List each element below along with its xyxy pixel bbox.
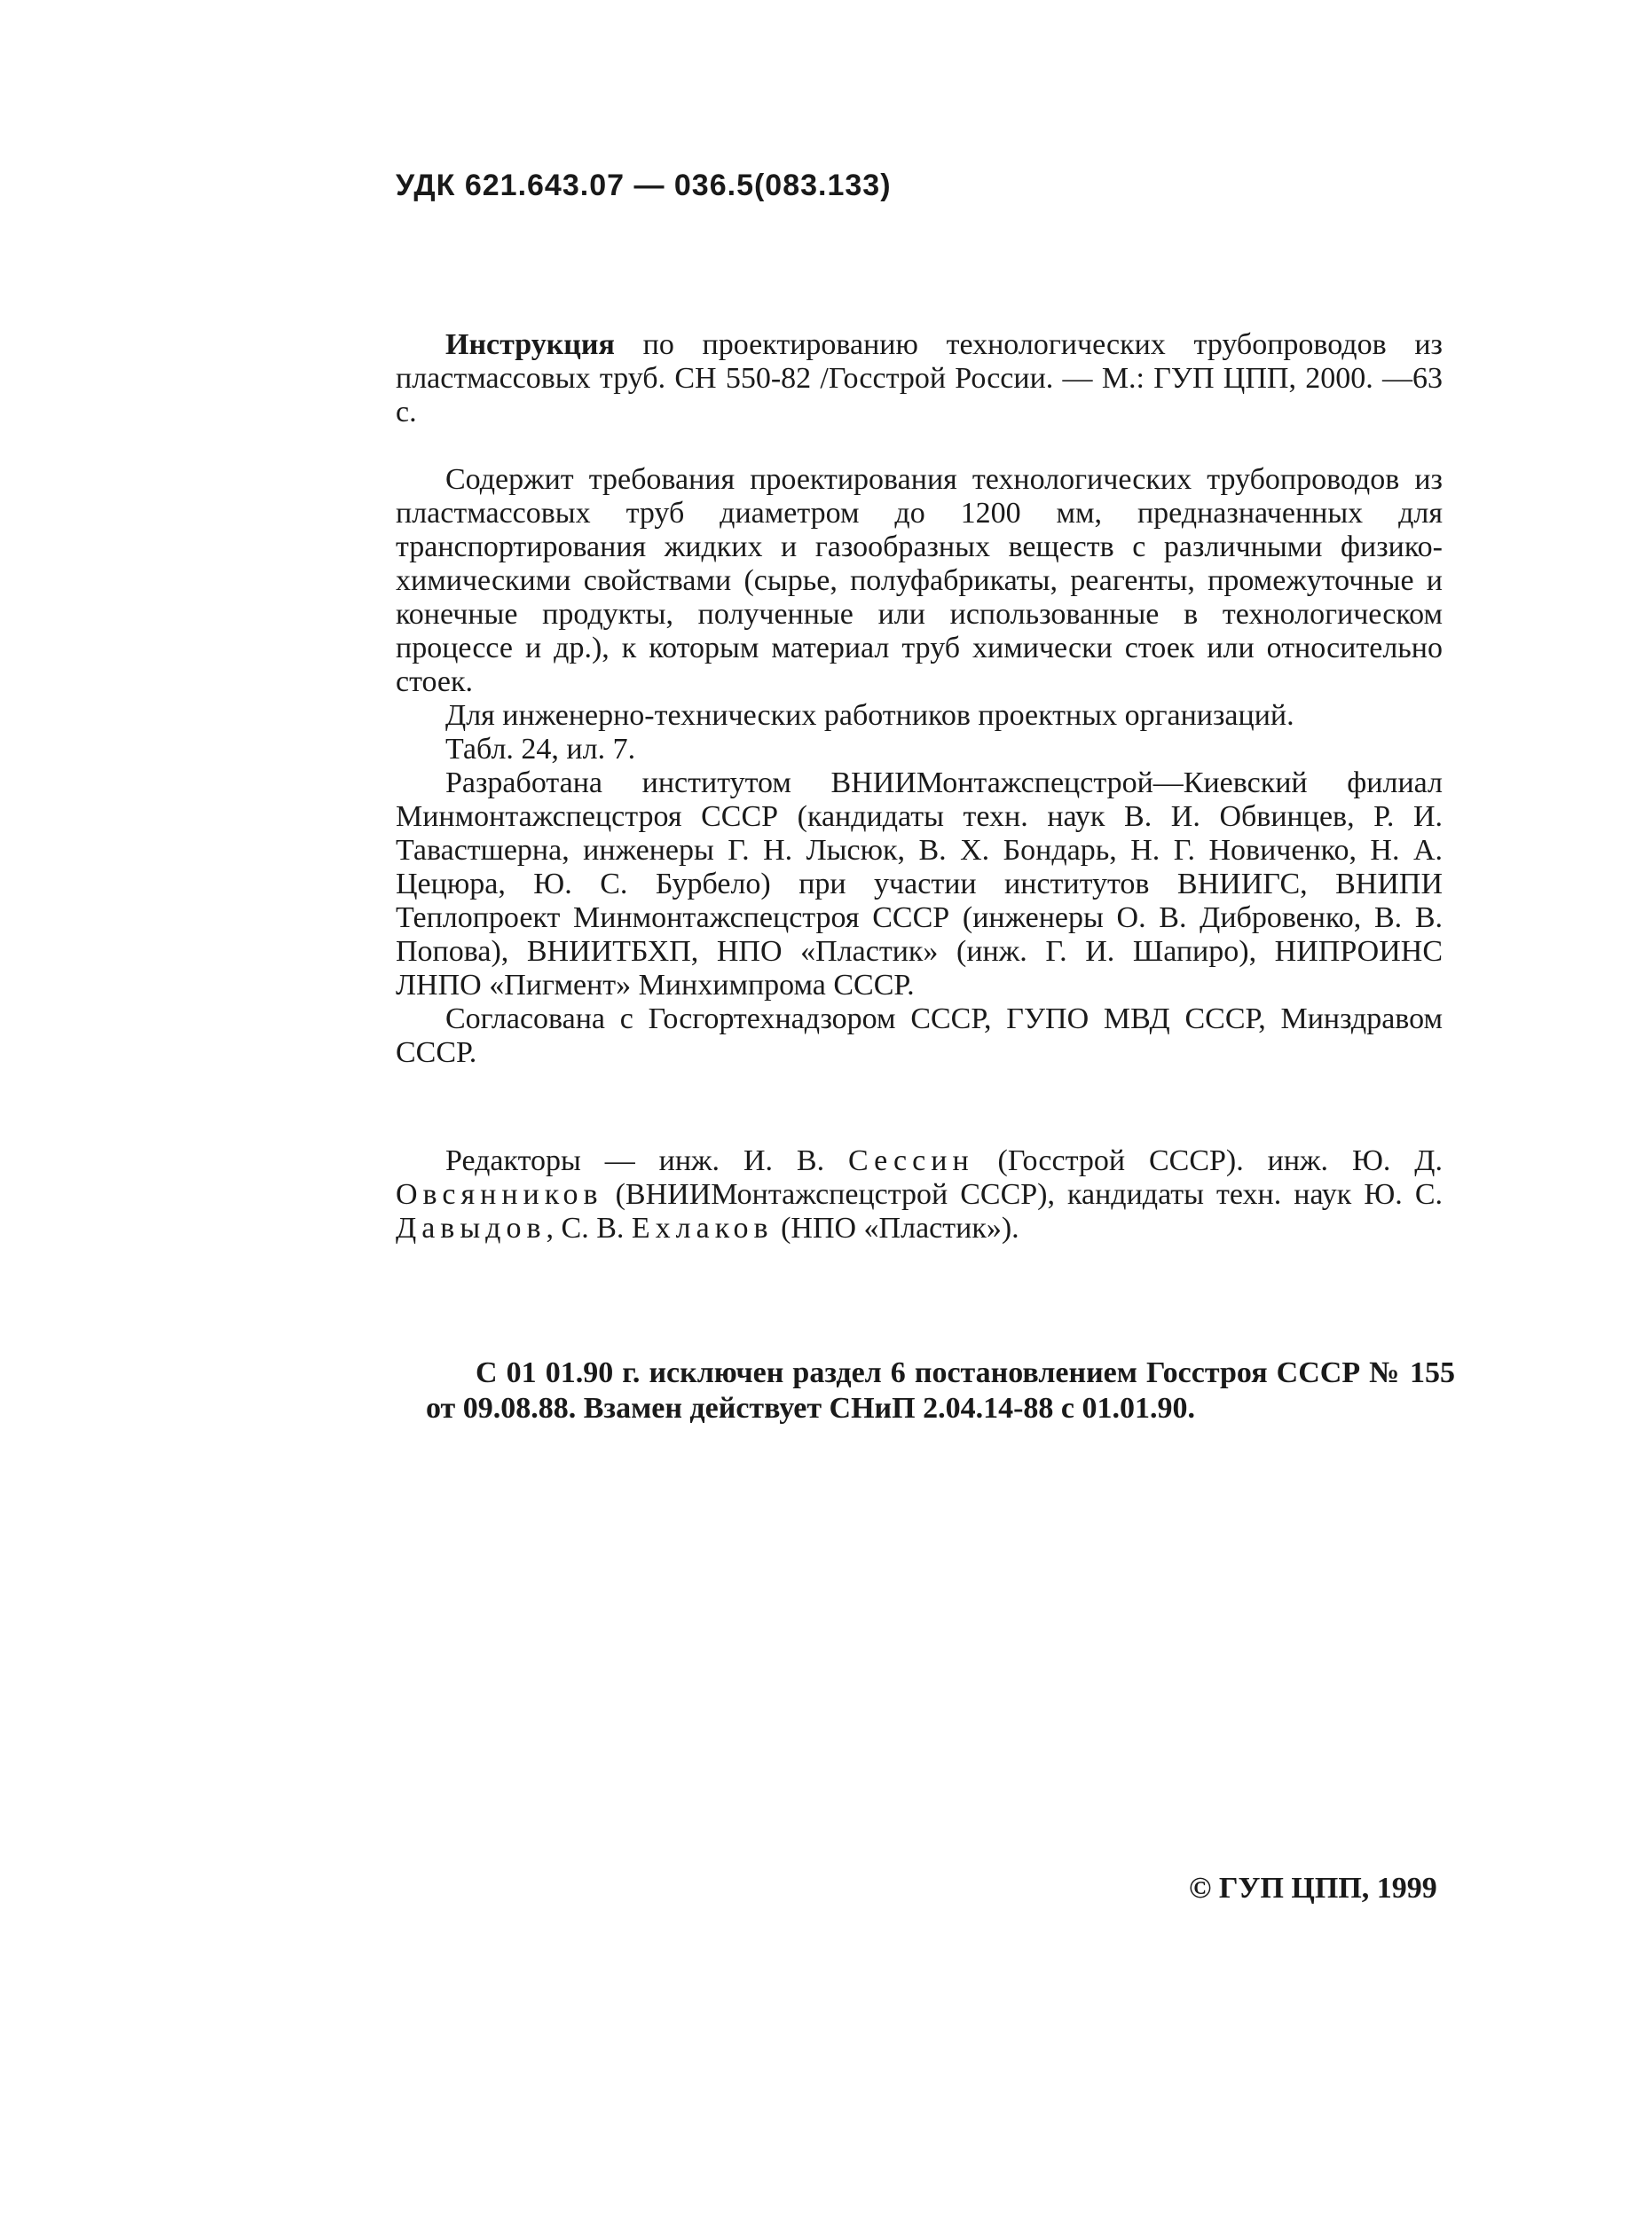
udk-code: УДК 621.643.07 — 036.5(083.133) [396,169,892,202]
abstract-section [396,463,1443,1070]
abstract-developers: Разработана институтом ВНИИМонтажспецстрой—Киевский филиал Минмонтажспецстроя СССР (кандидаты техн. наук В. И. Обвинцев, Р. И. Тавастшерна, инженеры Г. Н. Лысюк, В. Х. Бондарь, Н. Г. Новиченко, Н. А. Цецюра, Ю. С. Бурбело) при участии институтов ВНИИГС, ВНИПИ Теплопроект Минмонтажспецстроя СССР (инженеры О. В. Дибровенко, В. В. Попова), ВНИИТБХП, НПО «Пластик» (инж. Г. И. Шапиро), НИПРОИНС ЛНПО «Пигмент» Минхимпрома СССР. [396,766,1443,1002]
editors-part-2: (Госстрой СССР). инж. Ю. Д. [973,1144,1443,1177]
abstract-agreed: Согласована с Госгортехнадзором СССР, ГУПО МВД СССР, Минздравом СССР. [396,1002,1443,1069]
amendment-note [426,1356,1455,1426]
editors-prefix: Редакторы — инж. И. В. [445,1144,849,1177]
editors-part-3: (ВНИИМонтажспецстрой СССР), кандидаты техн. наук Ю. С. [602,1178,1443,1211]
bibliographic-details: по проектированию технологических трубопроводов из пластмассовых труб. СН 550-82 /Госстрой России. — М.: ГУП ЦПП, 2000. —63 с. [396,328,1443,428]
editor-name-1: Сессин [848,1144,974,1177]
abstract-content: Содержит требования проектирования технологических трубопроводов из пластмассовых труб диаметром до 1200 мм, предназначенных для транспортирования жидких и газообразных веществ с различными физико-химическими свойствами (сырье, полуфабрикаты, реагенты, промежуточные и конечные продукты, полученные или использованные в технологическом процессе и др.), к которым материал труб химически стоек или относительно стоек. [396,463,1443,698]
document-title: Инструкция [445,328,615,361]
bibliographic-description [396,328,1443,429]
abstract-audience: Для инженерно-технических работников проектных организаций. [445,699,1294,732]
editors-part-4: , С. В. [546,1212,632,1245]
abstract-tables: Табл. 24, ил. 7. [445,733,636,766]
amendment-note-text: С 01 01.90 г. исключен раздел 6 постановлением Госстроя СССР № 155 от 09.08.88. Взамен действует СНиП 2.04.14-88 с 01.01.90. [426,1356,1455,1425]
editors-part-5: (НПО «Пластик»). [773,1212,1019,1245]
copyright-notice: © ГУП ЦПП, 1999 [1189,1872,1437,1905]
editor-name-2: Овсянников [396,1178,603,1211]
editor-name-4: Ехлаков [631,1212,774,1245]
editor-name-3: Давыдов [396,1212,547,1245]
editors-section [396,1144,1443,1246]
